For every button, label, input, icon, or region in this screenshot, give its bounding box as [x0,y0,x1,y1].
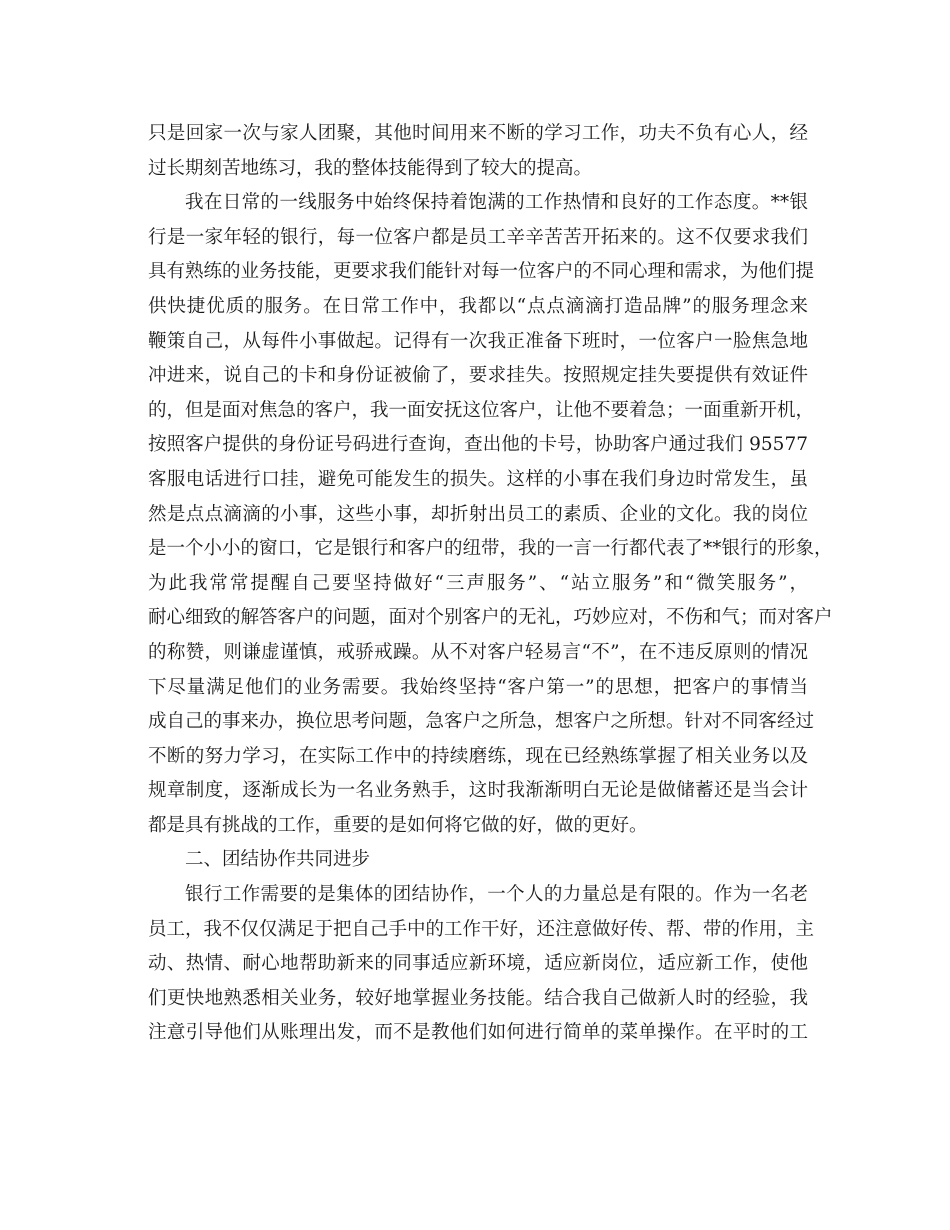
text-line: 客服电话进行口挂，避免可能发生的损失。这样的小事在我们身边时常发生，虽 [148,468,808,490]
text-line: 冲进来，说自己的卡和身份证被偷了，要求挂失。按照规定挂失要提供有效证件 [148,365,808,387]
text-line: 下尽量满足他们的业务需要。我始终坚持“客户第一”的思想，把客户的事情当 [148,676,808,698]
text-line: 的称赞，则谦虚谨慎，戒骄戒躁。从不对客户轻易言“不”，在不违反原则的情况 [148,641,808,663]
text-line: 鞭策自己，从每件小事做起。记得有一次我正准备下班时，一位客户一脸焦急地 [148,330,808,352]
text-line: 注意引导他们从账理出发，而不是教他们如何进行简单的菜单操作。在平时的工 [148,1022,808,1044]
text-line: 我在日常的一线服务中始终保持着饱满的工作热情和良好的工作态度。**银 [185,192,808,214]
text-line: 动、热情、耐心地帮助新来的同事适应新环境，适应新岗位，适应新工作，使他 [148,953,808,975]
text-line: 按照客户提供的身份证号码进行查询，查出他的卡号，协助客户通过我们 95577 [148,434,808,456]
text-line: 银行工作需要的是集体的团结协作，一个人的力量总是有限的。作为一名老 [185,884,808,906]
text-line: 行是一家年轻的银行，每一位客户都是员工辛辛苦苦开拓来的。这不仅要求我们 [148,226,808,248]
text-line: 规章制度，逐渐成长为一名业务熟手，这时我渐渐明白无论是做储蓄还是当会计 [148,780,808,802]
text-line: 供快捷优质的服务。在日常工作中，我都以“点点滴滴打造品牌”的服务理念来 [148,295,808,317]
document-body [148,117,833,1051]
text-line: 员工，我不仅仅满足于把自己手中的工作干好，还注意做好传、帮、带的作用，主 [148,918,815,940]
text-line: 只是回家一次与家人团聚，其他时间用来不断的学习工作，功夫不负有心人，经 [148,123,808,144]
text-line: 具有熟练的业务技能，更要求我们能针对每一位客户的不同心理和需求，为他们提 [148,261,815,283]
text-line: 为此我常常提醒自己要坚持做好“三声服务”、“站立服务”和“微笑服务”， [148,572,808,594]
text-line: 们更快地熟悉相关业务，较好地掌握业务技能。结合我自己做新人时的经验，我 [148,987,808,1009]
text-line: 不断的努力学习，在实际工作中的持续磨练，现在已经熟练掌握了相关业务以及 [148,745,808,767]
text-line: 过长期刻苦地练习，我的整体技能得到了较大的提高。 [148,157,593,179]
text-line: 然是点点滴滴的小事，这些小事，却折射出员工的素质、企业的文化。我的岗位 [148,503,808,525]
text-line: 成自己的事来办，换位思考问题，急客户之所急，想客户之所想。针对不同客经过 [148,711,815,733]
text-line: 是一个小小的窗口，它是银行和客户的纽带，我的一言一行都代表了**银行的形象， [148,538,833,560]
text-line: 耐心细致的解答客户的问题，面对个别客户的无礼，巧妙应对，不伤和气；而对客户 [148,607,833,629]
text-line: 都是具有挑战的工作，重要的是如何将它做的好，做的更好。 [148,814,648,836]
text-line: 的，但是面对焦急的客户，我一面安抚这位客户，让他不要着急；一面重新开机， [148,399,815,421]
text-line: 二、团结协作共同进步 [185,849,371,871]
